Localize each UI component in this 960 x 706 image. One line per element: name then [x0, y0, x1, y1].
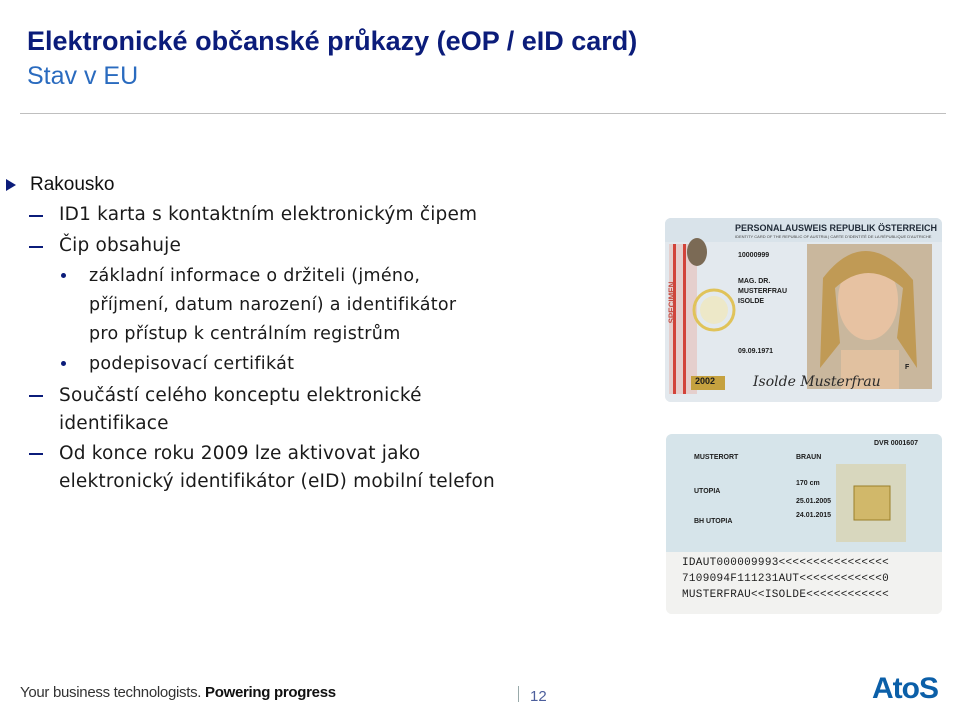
- card-holder-sex: F: [905, 364, 910, 371]
- card-holder-title: MAG. DR.: [738, 278, 771, 285]
- dash-bullet-icon: [29, 246, 43, 248]
- bullet-country: [30, 174, 115, 196]
- footer-tagline: [20, 684, 336, 701]
- card-holder-given-name: ISOLDE: [738, 298, 765, 305]
- bullet-text: Součástí celého konceptu elektronické: [59, 385, 422, 406]
- card-number: 10000999: [738, 252, 770, 259]
- card-eye-color: BRAUN: [796, 454, 822, 461]
- bullet-text: Od konce roku 2009 lze aktivovat jako: [59, 443, 421, 464]
- bullet-text: elektronický identifikátor (eID) mobilní telefon: [59, 471, 495, 492]
- card-dvr: DVR 0001607: [874, 440, 918, 447]
- dash-bullet-icon: [29, 215, 43, 217]
- bullet-text: podepisovací certifikát: [89, 354, 295, 374]
- card-holder-dob: 09.09.1971: [738, 348, 774, 355]
- bullet-item-3: [59, 382, 422, 438]
- atos-logo: AtoS: [872, 672, 938, 705]
- bullet-text: pro přístup k centrálním registrům: [89, 324, 401, 344]
- sub-bullet-2: [89, 350, 294, 379]
- bullet-text: ID1 karta s kontaktním elektronickým čipem: [59, 204, 478, 225]
- tagline-part-b: Powering progress: [205, 684, 336, 701]
- header-divider: [20, 113, 946, 114]
- sub-bullet-1: [89, 262, 456, 349]
- card-nationality: UTOPIA: [694, 488, 721, 495]
- card-height: 170 cm: [796, 480, 820, 487]
- mrz-line-3: MUSTERFRAU<<ISOLDE<<<<<<<<<<<<: [682, 589, 890, 601]
- dash-bullet-icon: [29, 395, 43, 397]
- triangle-bullet-icon: [6, 179, 16, 191]
- page-number: 12: [530, 688, 547, 705]
- bullet-item-2: [59, 235, 181, 256]
- slide-title: Elektronické občanské průkazy (eOP / eID card): [27, 26, 638, 56]
- card-birth-place: MUSTERORT: [694, 454, 739, 461]
- card-year-badge: 2002: [695, 376, 716, 386]
- dot-bullet-icon: [61, 273, 66, 278]
- dot-bullet-icon: [61, 361, 66, 366]
- card-signature: Isolde Musterfrau: [753, 374, 881, 390]
- page-number-divider: [518, 686, 519, 702]
- card-holder-surname: MUSTERFRAU: [738, 288, 787, 295]
- id-card-front-image: [665, 218, 942, 402]
- id-card-back-image: [666, 434, 942, 614]
- slide-subtitle: Stav v EU: [27, 62, 139, 90]
- bullet-item-1: [59, 204, 477, 225]
- card-front-subheading: IDENTITY CARD OF THE REPUBLIC OF AUSTRIA | CARTE D'IDENTITÉ DE LA RÉPUBLIQUE D'AUTRICHE: [735, 234, 932, 239]
- card-issue-date: 25.01.2005: [796, 498, 832, 505]
- card-front-heading: PERSONALAUSWEIS REPUBLIK ÖSTERREICH: [735, 223, 938, 233]
- bullet-text: základní informace o držiteli (jméno,: [89, 266, 421, 286]
- card-authority: BH UTOPIA: [694, 518, 733, 525]
- mrz-line-1: IDAUT000009993<<<<<<<<<<<<<<<<: [682, 557, 890, 569]
- specimen-watermark: SPECIMEN: [667, 281, 677, 324]
- mrz-line-2: 7109094F111231AUT<<<<<<<<<<<<0: [682, 573, 890, 585]
- card-expiry: 24.01.2015: [796, 512, 832, 519]
- country-label: Rakousko: [30, 174, 115, 195]
- bullet-item-4: [59, 440, 495, 496]
- tagline-part-a: Your business technologists.: [20, 684, 202, 701]
- bullet-text: příjmení, datum narození) a identifikátor: [89, 295, 457, 315]
- bullet-text: identifikace: [59, 413, 169, 434]
- dash-bullet-icon: [29, 453, 43, 455]
- bullet-text: Čip obsahuje: [59, 235, 182, 256]
